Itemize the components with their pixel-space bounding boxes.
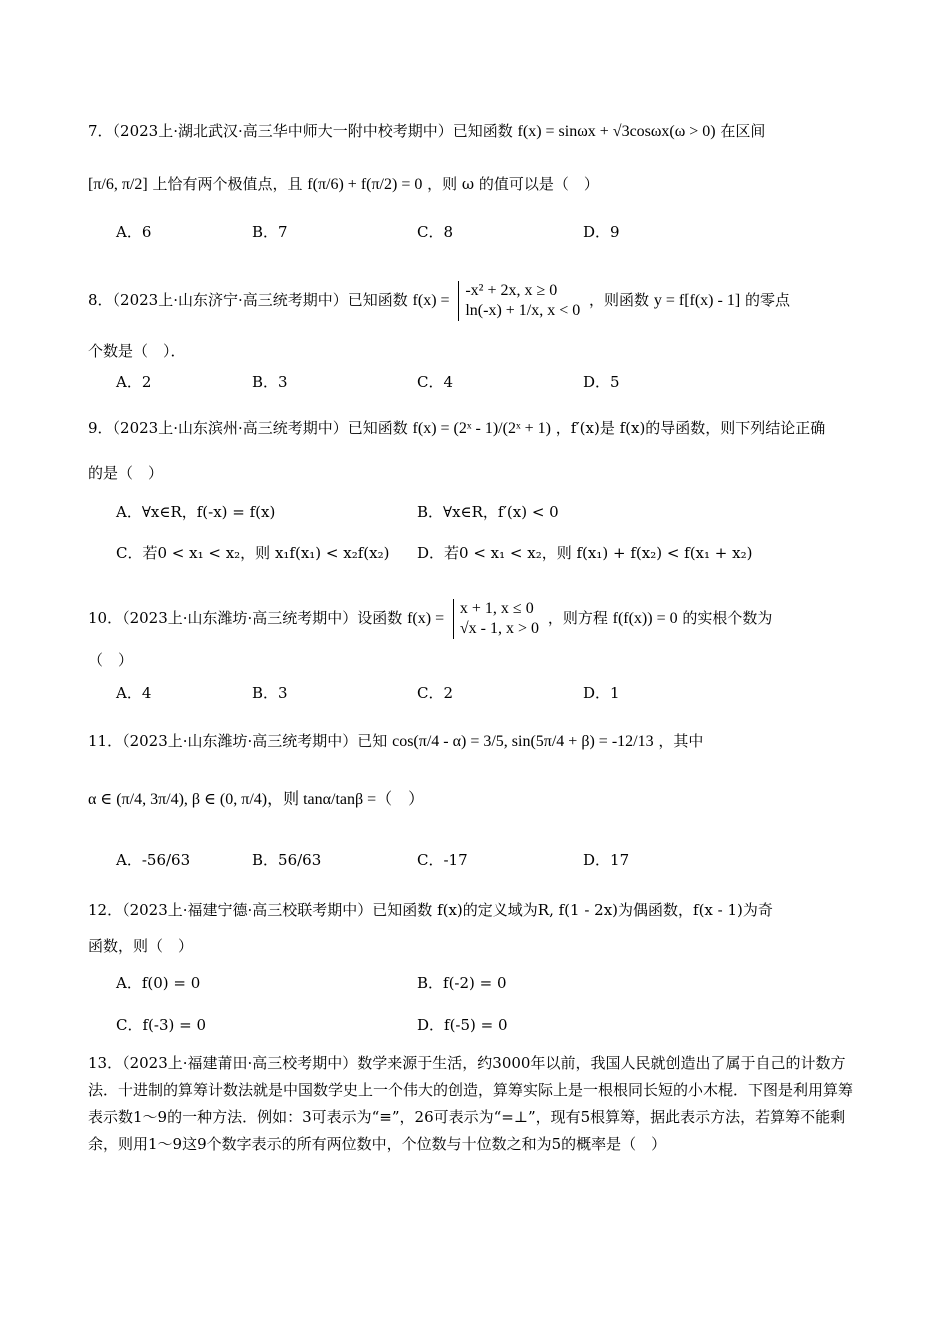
- q11-option-a[interactable]: A．-56/63: [116, 851, 191, 869]
- q9-option-c[interactable]: C．若0 < x₁ < x₂，则 x₁f(x₁) < x₂f(x₂): [116, 544, 390, 562]
- q7-interval: [π/6, π/2]: [88, 176, 148, 193]
- q7-stem: 7．（2023上·湖北武汉·高三华中师大一附中校考期中）已知函数: [88, 122, 513, 140]
- q8-line2: 个数是（ ）．: [88, 342, 186, 360]
- q10-piece-1: x + 1, x ≤ 0: [459, 600, 534, 617]
- q7-option-b[interactable]: B．7: [252, 223, 288, 241]
- q8-option-a[interactable]: A．2: [116, 373, 152, 391]
- q12-option-d[interactable]: D．f(-5) = 0: [417, 1016, 508, 1034]
- q11-stem: 11．（2023上·山东潍坊·高三统考期中）已知: [88, 732, 388, 750]
- q7-option-d[interactable]: D．9: [583, 223, 620, 241]
- q10-equation: f(f(x)) = 0: [612, 610, 678, 627]
- q8-piece-2: ln(-x) + 1/x, x < 0: [465, 302, 581, 319]
- q7-condition: f(π/6) + f(π/2) = 0: [307, 176, 423, 193]
- q12-line2: 函数，则（ ）: [88, 937, 194, 955]
- q11-option-d[interactable]: D．17: [583, 851, 630, 869]
- q8-option-b[interactable]: B．3: [252, 373, 288, 391]
- q12-line1: 12．（2023上·福建宁德·高三校联考期中）已知函数 f(x)的定义域为R, f(1 - 2x)为偶函数，f(x - 1)为奇: [88, 901, 773, 919]
- q7-option-c[interactable]: C．8: [417, 223, 454, 241]
- q8-piece-1: -x² + 2x, x ≥ 0: [465, 282, 558, 299]
- q10-option-b[interactable]: B．3: [252, 684, 288, 702]
- q10-stem: 10．（2023上·山东潍坊·高三统考期中）设函数: [88, 609, 403, 627]
- q10-piecewise: [453, 599, 539, 639]
- q7-condition-text: 上恰有两个极值点，且: [152, 175, 303, 193]
- q7-ask: ，则 ω 的值可以是（ ）: [427, 175, 599, 193]
- q8-option-d[interactable]: D．5: [583, 373, 620, 391]
- q13-paragraph: 13．（2023上·福建莆田·高三校考期中）数学来源于生活，约3000年以前，我国人民就创造出了属于自己的计数方法．十进制的算筹计数法就是中国数学史上一个伟大的创造，算筹实际上是一根根同长短的小木棍．下图是利用算筹表示数1～9的一种方法．例如：3可表示为“≡”，26可表示为“=⊥”，现有5根算筹，据此表示方法，若算筹不能剩余，则用1～9这9个数字表示的所有两位数中，个位数与十位数之和为5的概率是（ ）: [88, 1054, 854, 1153]
- q8-func-lhs: f(x) =: [412, 292, 450, 309]
- q12-option-b[interactable]: B．f(-2) = 0: [417, 974, 507, 992]
- q9-stem: 9．（2023上·山东滨州·高三统考期中）已知函数: [88, 419, 408, 437]
- q11-condition: cos(π/4 - α) = 3/5, sin(5π/4 + β) = -12/13: [392, 733, 654, 750]
- q11-line1: [88, 731, 703, 752]
- q9-line1: [88, 418, 825, 439]
- q8-stem: 8．（2023上·山东济宁·高三统考期中）已知函数: [88, 291, 408, 309]
- q7-option-a[interactable]: A．6: [116, 223, 152, 241]
- q12-option-c[interactable]: C．f(-3) = 0: [116, 1016, 206, 1034]
- q10-func-lhs: f(x) =: [407, 610, 445, 627]
- q10-suffix: 的实根个数为: [682, 609, 773, 627]
- q9-derivative: ，f′(x)是 f(x)的导函数，则下列结论正确: [555, 419, 826, 437]
- q10-middle: ，则方程: [547, 609, 608, 627]
- q10-option-c[interactable]: C．2: [417, 684, 454, 702]
- q8-compose: y = f[f(x) - 1]: [653, 292, 741, 309]
- q9-option-b[interactable]: B．∀x∈R，f′(x) < 0: [417, 503, 559, 521]
- q8-middle: ，则函数: [589, 291, 650, 309]
- q10-line1: [88, 599, 772, 639]
- q9-line2: 的是（ ）: [88, 464, 164, 482]
- q11-suffix: ，其中: [658, 732, 704, 750]
- q10-option-d[interactable]: D．1: [583, 684, 620, 702]
- q8-suffix: 的零点: [744, 291, 790, 309]
- q9-option-a[interactable]: A．∀x∈R，f(-x) = f(x): [116, 503, 276, 521]
- q11-line2: α ∈ (π/4, 3π/4), β ∈ (0, π/4)，则 tanα/tanβ =（ ）: [88, 791, 425, 808]
- q12-option-a[interactable]: A．f(0) = 0: [116, 974, 201, 992]
- q9-option-d[interactable]: D．若0 < x₁ < x₂，则 f(x₁) + f(x₂) < f(x₁ + x₂): [417, 544, 753, 562]
- q9-function: f(x) = (2ˣ - 1)/(2ˣ + 1): [412, 420, 551, 437]
- q8-piecewise: [458, 281, 580, 321]
- q7-function: f(x) = sinωx + √3cosωx(ω > 0): [517, 123, 716, 140]
- q7-interval-label: 在区间: [720, 122, 766, 140]
- q8-option-c[interactable]: C．4: [417, 373, 454, 391]
- q8-line1: [88, 281, 790, 321]
- q7-line2: [88, 174, 599, 195]
- q10-option-a[interactable]: A．4: [116, 684, 152, 702]
- q11-option-b[interactable]: B．56/63: [252, 851, 322, 869]
- q7-line1: [88, 121, 765, 142]
- q10-line2: （ ）: [88, 651, 134, 669]
- q11-option-c[interactable]: C．-17: [417, 851, 468, 869]
- q10-piece-2: √x - 1, x > 0: [459, 620, 540, 637]
